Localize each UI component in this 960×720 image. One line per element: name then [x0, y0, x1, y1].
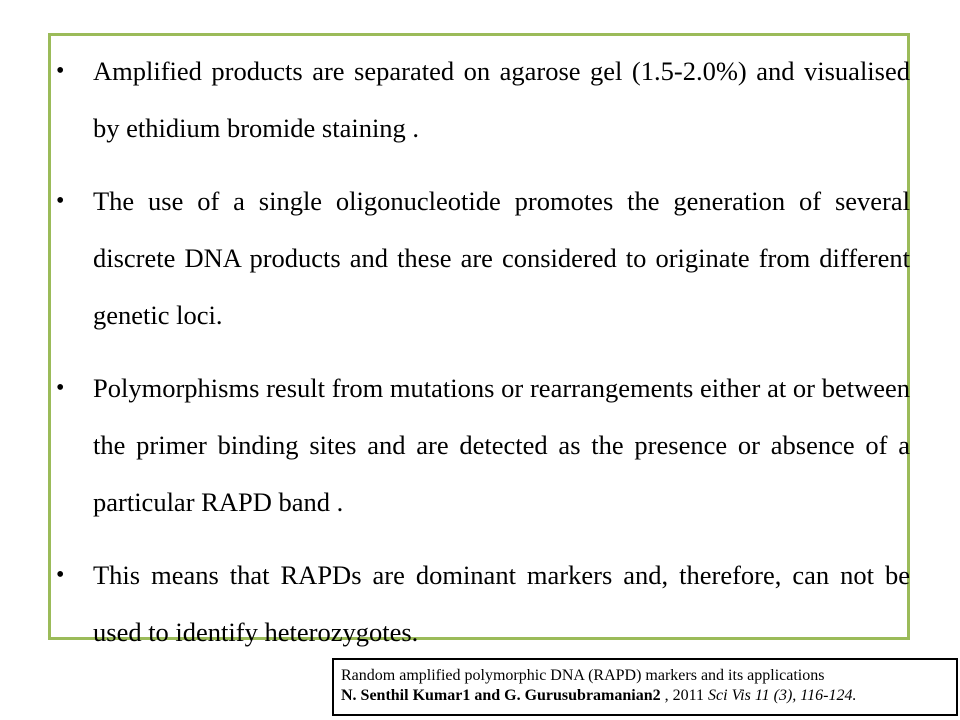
- citation-details: [341, 686, 956, 706]
- citation-year: 2011: [672, 687, 709, 704]
- bullet-item-2: [56, 173, 910, 344]
- bullet-text: Amplified products are separated on agarose gel (1.5-2.0%) and visualised by ethidium bromide staining .: [93, 56, 910, 143]
- bullet-item-1: [56, 43, 910, 157]
- bullet-text: This means that RAPDs are dominant markers and, therefore, can not be used to identify heterozygotes.: [93, 560, 910, 647]
- bullet-text: Polymorphisms result from mutations or rearrangements either at or between the primer binding sites and are detected as the presence or absence of a particular RAPD band .: [93, 373, 910, 517]
- citation-journal: Sci Vis 11 (3), 116-124.: [708, 687, 857, 704]
- citation-separator: ,: [660, 687, 673, 704]
- citation-box: [332, 658, 958, 716]
- citation-title: Random amplified polymorphic DNA (RAPD) markers and its applications: [341, 667, 825, 684]
- bullet-dot-icon: •: [56, 562, 65, 588]
- bullet-text: The use of a single oligonucleotide promotes the generation of several discrete DNA products and these are considered to originate from different genetic loci.: [93, 186, 910, 330]
- bullet-dot-icon: •: [56, 58, 65, 84]
- bullet-dot-icon: •: [56, 375, 65, 401]
- bullet-dot-icon: •: [56, 188, 65, 214]
- citation-authors: N. Senthil Kumar1 and G. Gurusubramanian2: [341, 687, 661, 704]
- bullet-list: [56, 43, 910, 677]
- bullet-item-4: [56, 547, 910, 661]
- bullet-item-3: [56, 360, 910, 531]
